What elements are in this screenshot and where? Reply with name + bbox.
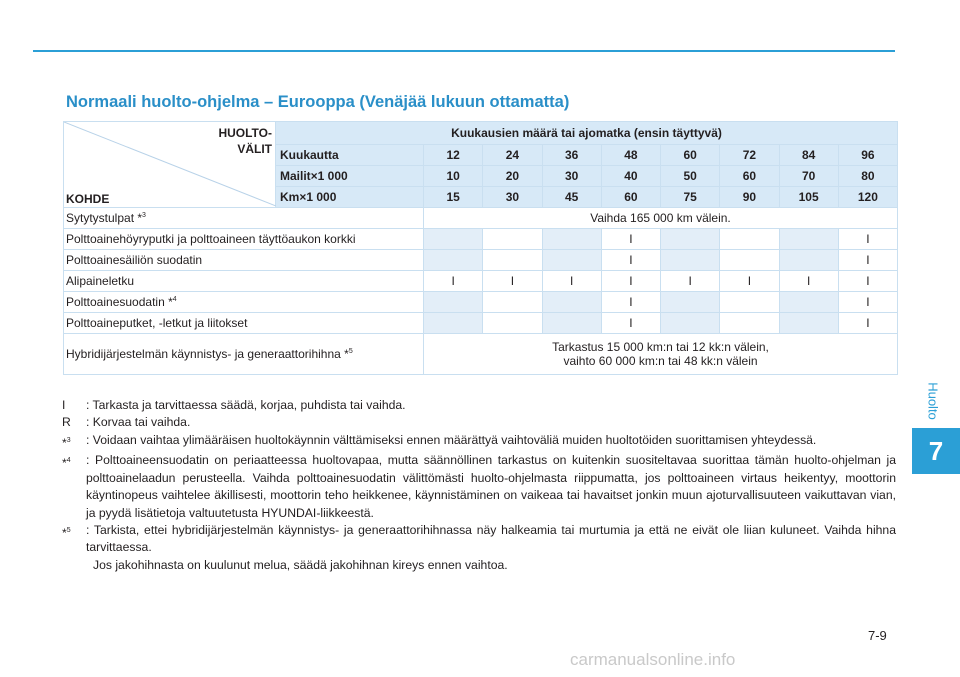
schedule-cell: I xyxy=(601,271,660,292)
note-item: I : Tarkasta ja tarvittaessa säädä, korjaa, puhdista tai vaihda. xyxy=(62,398,406,412)
schedule-cell xyxy=(424,250,483,271)
schedule-cell xyxy=(483,229,542,250)
header-value: 105 xyxy=(779,187,838,208)
header-row-label: Kuukautta xyxy=(276,145,424,166)
schedule-cell: I xyxy=(601,229,660,250)
header-value: 15 xyxy=(424,187,483,208)
schedule-cell xyxy=(483,250,542,271)
header-value: 30 xyxy=(542,166,601,187)
header-value: 24 xyxy=(483,145,542,166)
item-label: Polttoainehöyryputki ja polttoaineen täyttöaukon korkki xyxy=(64,229,424,250)
schedule-cell: I xyxy=(542,271,601,292)
header-row-label: Km×1 000 xyxy=(276,187,424,208)
notes xyxy=(62,397,896,574)
schedule-cell: I xyxy=(601,250,660,271)
item-label: Polttoaineputket, -letkut ja liitokset xyxy=(64,313,424,334)
header-value: 70 xyxy=(779,166,838,187)
header-value: 40 xyxy=(601,166,660,187)
schedule-cell xyxy=(542,313,601,334)
table-row xyxy=(64,313,898,334)
note-item: *$^4$ : Polttoaineensuodatin on periaatteessa huoltovapaa, mutta säännöllinen tarkastus on kuitenkin suositeltavaa suorittaa tämän huolto-ohjelman ja polttoainelaadun perusteella. Vaihda polttoainesuodatin välittömästi huolto-ohjelmasta riippumatta, jos polttoaineen virtaus heikentyy, moottorin käyntinopeus vaihtelee äkillisesti, moottorin teho heikkenee, käynnistäminen on vaikeaa tai havaitset jonkin muun ajoturvallisuuteen vaikuttavan vian, ja pyydä lisätietoja valtuutetusta HYUNDAI-liikkeestä. xyxy=(62,453,896,520)
schedule-cell: I xyxy=(601,292,660,313)
schedule-cell xyxy=(779,292,838,313)
maintenance-table xyxy=(63,121,898,375)
table-row xyxy=(64,229,898,250)
table-corner: HUOLTO- VÄLIT KOHDE xyxy=(64,122,276,208)
page-number: 7-9 xyxy=(868,628,887,643)
header-value: 60 xyxy=(720,166,779,187)
schedule-cell xyxy=(542,229,601,250)
header-value: 48 xyxy=(601,145,660,166)
schedule-cell xyxy=(661,292,720,313)
schedule-cell xyxy=(720,313,779,334)
note-item: *$^3$ : Voidaan vaihtaa ylimääräisen huoltokäynnin välttämiseksi ennen määrättyä vaihtoväliä muiden huoltotöiden suorittamisen yhteydessä. xyxy=(62,432,817,450)
schedule-cell xyxy=(542,292,601,313)
header-value: 96 xyxy=(838,145,897,166)
schedule-cell xyxy=(424,313,483,334)
note-item: *$^5$ : Tarkista, ettei hybridijärjestelmän käynnistys- ja generaattorihihnassa näy halkeamia tai murtumia ja että ne eivät ole liian kuluneet. Vaihda hihna tarvittaessa. Jos jakohihnasta on kuulunut melua, säädä jakohihnan kireys ennen vaihtoa. xyxy=(62,522,896,572)
item-label: Alipaineletku xyxy=(64,271,424,292)
table-row xyxy=(64,250,898,271)
schedule-cell: I xyxy=(838,229,897,250)
schedule-cell: I xyxy=(838,250,897,271)
header-value: 50 xyxy=(661,166,720,187)
schedule-cell xyxy=(483,313,542,334)
header-value: 10 xyxy=(424,166,483,187)
schedule-cell xyxy=(779,313,838,334)
header-value: 80 xyxy=(838,166,897,187)
item-label: Polttoainesuodatin *$^4$ xyxy=(64,292,424,313)
watermark: carmanualsonline.info xyxy=(570,650,736,669)
table-row xyxy=(64,271,898,292)
table-row xyxy=(64,334,898,375)
table-row xyxy=(64,208,898,229)
header-value: 20 xyxy=(483,166,542,187)
header-value: 36 xyxy=(542,145,601,166)
schedule-cell xyxy=(661,250,720,271)
note-item: R : Korvaa tai vaihda. xyxy=(62,415,191,430)
schedule-cell: I xyxy=(779,271,838,292)
item-label: Sytytystulpat *$^3$ xyxy=(64,208,424,229)
header-value: 90 xyxy=(720,187,779,208)
page-title: Normaali huolto-ohjelma – Eurooppa (Venäjää lukuun ottamatta) xyxy=(66,93,570,111)
table-header-interval: Kuukausien määrä tai ajomatka (ensin täyttyvä) xyxy=(276,122,898,145)
item-label: Hybridijärjestelmän käynnistys- ja generaattorihihna *$^5$ xyxy=(64,334,424,375)
schedule-cell xyxy=(720,292,779,313)
schedule-cell xyxy=(542,250,601,271)
schedule-cell: I xyxy=(424,271,483,292)
table-row xyxy=(64,292,898,313)
item-label: Polttoainesäiliön suodatin xyxy=(64,250,424,271)
schedule-cell: I xyxy=(838,292,897,313)
schedule-cell xyxy=(424,229,483,250)
header-value: 84 xyxy=(779,145,838,166)
schedule-cell: I xyxy=(838,313,897,334)
schedule-cell: I xyxy=(838,271,897,292)
chapter-label: Huolto xyxy=(925,382,941,420)
schedule-cell xyxy=(779,250,838,271)
header-value: 12 xyxy=(424,145,483,166)
top-rule xyxy=(33,50,895,52)
header-value: 60 xyxy=(661,145,720,166)
header-value: 30 xyxy=(483,187,542,208)
schedule-span-text: Tarkastus 15 000 km:n tai 12 kk:n välein, vaihto 60 000 km:n tai 48 kk:n välein xyxy=(424,334,898,375)
header-row-label: Mailit×1 000 xyxy=(276,166,424,187)
header-value: 72 xyxy=(720,145,779,166)
schedule-cell xyxy=(779,229,838,250)
schedule-cell: I xyxy=(661,271,720,292)
header-value: 60 xyxy=(601,187,660,208)
schedule-cell: I xyxy=(601,313,660,334)
schedule-cell xyxy=(424,292,483,313)
header-value: 75 xyxy=(661,187,720,208)
header-value: 45 xyxy=(542,187,601,208)
schedule-cell xyxy=(661,229,720,250)
schedule-cell xyxy=(661,313,720,334)
schedule-cell: I xyxy=(720,271,779,292)
schedule-span-text: Vaihda 165 000 km välein. xyxy=(424,208,898,229)
schedule-cell xyxy=(720,250,779,271)
schedule-cell: I xyxy=(483,271,542,292)
chapter-tab[interactable]: 7 xyxy=(912,428,960,474)
schedule-cell xyxy=(483,292,542,313)
schedule-cell xyxy=(720,229,779,250)
header-value: 120 xyxy=(838,187,897,208)
